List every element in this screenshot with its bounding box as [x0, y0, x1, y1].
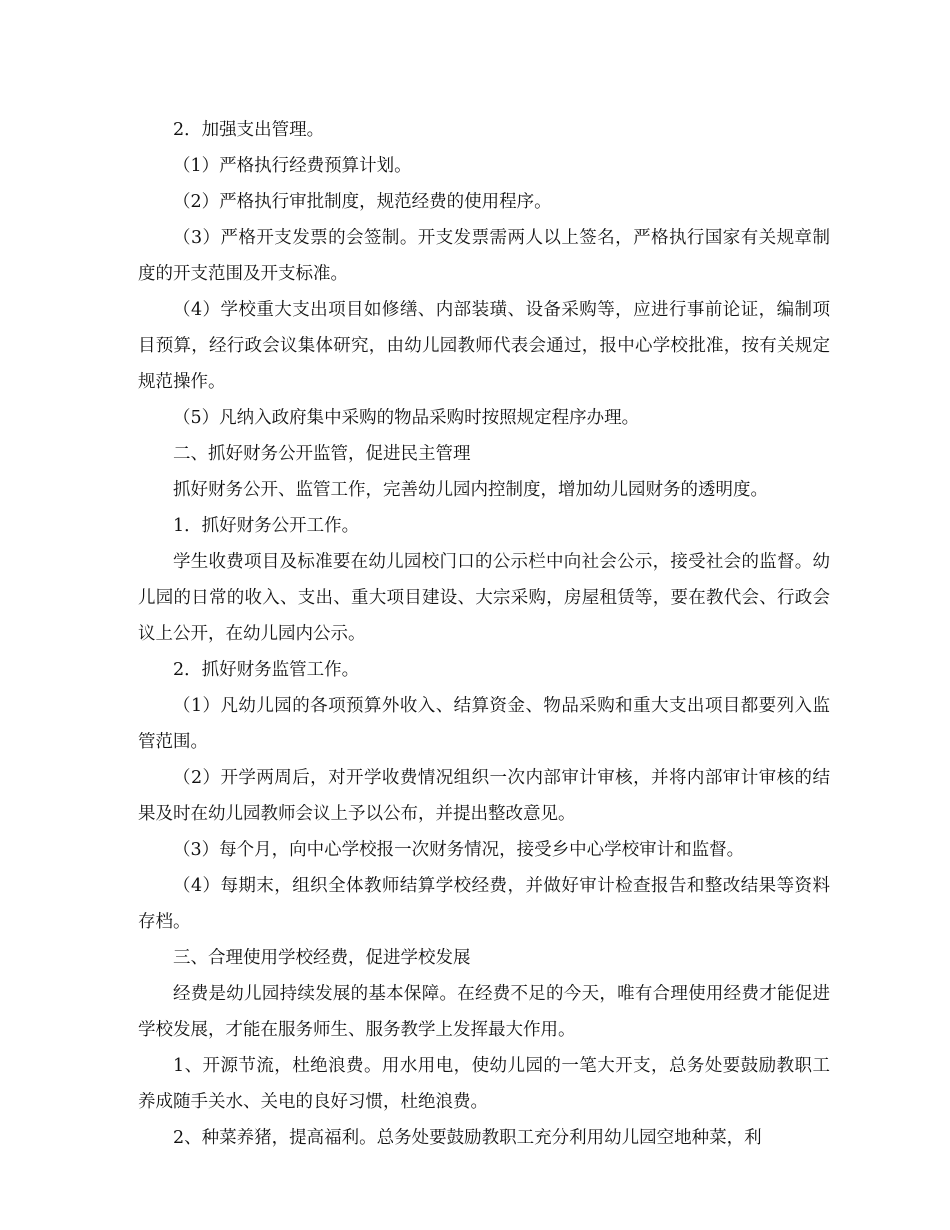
paragraph-saving-item-1: 1、开源节流，杜绝浪费。用水用电，使幼儿园的一笔大开支，总务处要鼓励教职工养成随手关水、关电的良好习惯，杜绝浪费。 — [138, 1056, 830, 1112]
paragraph-spending-item-1: （1）严格执行经费预算计划。 — [173, 156, 412, 176]
paragraph-spending-item-5: （5）凡纳入政府集中采购的物品采购时按照规定程序办理。 — [173, 408, 640, 428]
paragraph-section-3-intro: 经费是幼儿园持续发展的基本保障。在经费不足的今天，唯有合理使用经费才能促进学校发展，才能在服务师生、服务教学上发挥最大作用。 — [138, 984, 830, 1040]
paragraph-saving-item-2: 2、种菜养猪，提高福利。总务处要鼓励教职工充分利用幼儿园空地种菜，利 — [173, 1128, 762, 1148]
paragraph-supervision-item-4: （4）每期末，组织全体教师结算学校经费，并做好审计检查报告和整改结果等资料存档。 — [138, 876, 830, 932]
paragraph-section-2-intro: 抓好财务公开、监管工作，完善幼儿园内控制度，增加幼儿园财务的透明度。 — [173, 480, 768, 500]
paragraph-disclosure-heading: 1．抓好财务公开工作。 — [173, 516, 360, 536]
paragraph-disclosure-body: 学生收费项目及标准要在幼儿园校门口的公示栏中向社会公示，接受社会的监督。幼儿园的日常的收入、支出、重大项目建设、大宗采购，房屋租赁等，要在教代会、行政会议上公开，在幼儿园内公示。 — [138, 552, 830, 644]
paragraph-supervision-item-3: （3）每个月，向中心学校报一次财务情况，接受乡中心学校审计和监督。 — [173, 840, 745, 860]
paragraph-spending-heading: 2．加强支出管理。 — [173, 120, 325, 140]
paragraph-supervision-item-2: （2）开学两周后，对开学收费情况组织一次内部审计审核，并将内部审计审核的结果及时在幼儿园教师会议上予以公布，并提出整改意见。 — [138, 768, 830, 824]
paragraph-spending-item-3: （3）严格开支发票的会签制。开支发票需两人以上签名，严格执行国家有关规章制度的开支范围及开支标准。 — [138, 228, 830, 284]
paragraph-supervision-heading: 2．抓好财务监管工作。 — [173, 660, 360, 680]
paragraph-supervision-item-1: （1）凡幼儿园的各项预算外收入、结算资金、物品采购和重大支出项目都要列入监管范围。 — [138, 696, 830, 752]
paragraph-spending-item-4: （4）学校重大支出项目如修缮、内部装璜、设备采购等，应进行事前论证，编制项目预算，经行政会议集体研究，由幼儿园教师代表会通过，报中心学校批准，按有关规定规范操作。 — [138, 300, 830, 392]
paragraph-spending-item-2: （2）严格执行审批制度，规范经费的使用程序。 — [173, 192, 552, 212]
section-heading-3: 三、合理使用学校经费，促进学校发展 — [173, 948, 471, 968]
section-heading-2: 二、抓好财务公开监管，促进民主管理 — [173, 444, 471, 464]
